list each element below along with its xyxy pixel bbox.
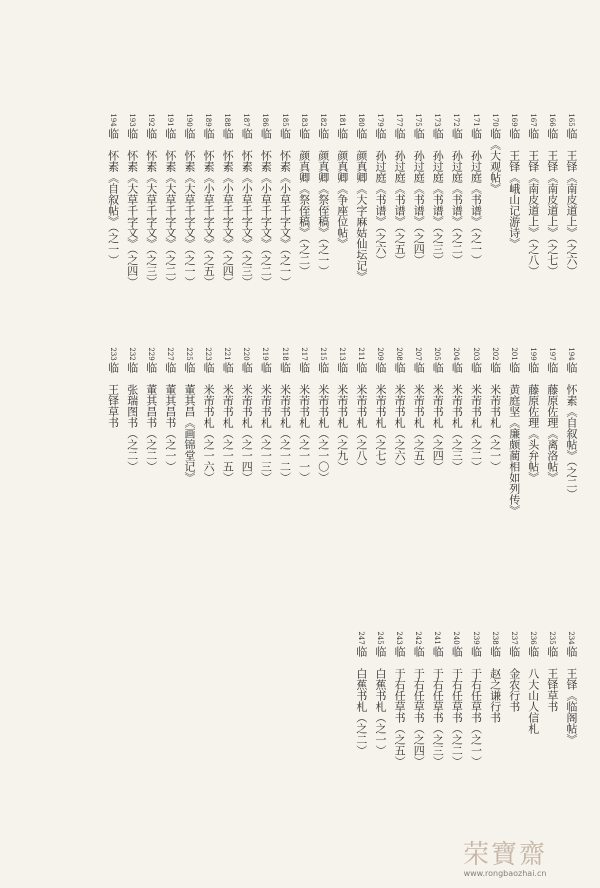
page-number: 213 (337, 347, 346, 361)
page-number: 197 (547, 347, 556, 361)
toc-entry (334, 113, 350, 249)
toc-entry (143, 347, 159, 472)
toc-entry (410, 631, 426, 767)
toc-entry (563, 631, 579, 745)
toc-entry (238, 113, 254, 288)
entry-title: 临 孙过庭《书谱》（之四） (412, 128, 426, 266)
page-number: 190 (185, 113, 193, 127)
toc-section-3 (0, 631, 600, 814)
entry-title: 临 王铎《峨山记游诗》 (507, 128, 521, 249)
page-number: 234 (567, 631, 575, 645)
page-number: 173 (433, 113, 442, 127)
page-number: 201 (509, 347, 518, 361)
page-number: 241 (433, 631, 442, 645)
toc-entry (391, 631, 407, 767)
entry-title: 临 米芾书札（之一） (488, 362, 502, 472)
page-number: 215 (318, 347, 327, 361)
page-number: 219 (261, 347, 270, 361)
page-number: 177 (395, 113, 404, 127)
page-number: 238 (490, 631, 499, 645)
entry-title: 临 颜真卿《争座位帖》 (335, 128, 349, 249)
entry-title: 临 藤原佐理《头弁帖》 (526, 362, 540, 483)
page-number: 199 (528, 347, 537, 361)
page-number: 185 (280, 113, 289, 127)
toc-entry (448, 631, 464, 767)
toc-entry (372, 113, 388, 266)
entry-title: 临 怀素《自叙帖》（之二） (565, 362, 578, 500)
entry-title: 临 米芾书札（之三） (450, 362, 464, 472)
page-number: 194 (567, 347, 575, 361)
page-number: 242 (414, 631, 423, 645)
page-number: 192 (146, 113, 155, 127)
entry-title: 临 怀素《大草千字文》（之一） (183, 128, 196, 288)
page-number: 182 (318, 113, 327, 127)
entry-title: 临 颜真卿《祭侄稿》（之一） (316, 128, 330, 277)
toc-entry (563, 113, 579, 277)
page-number: 165 (567, 113, 575, 127)
toc-entry (544, 631, 560, 712)
toc-entry (525, 631, 541, 734)
page-number: 235 (547, 631, 556, 645)
page-number: 227 (165, 347, 174, 361)
page-number: 179 (376, 113, 384, 127)
entry-title: 临 王铎草书 (106, 362, 120, 428)
page-number: 245 (376, 631, 384, 645)
page-number: 218 (280, 347, 289, 361)
watermark-logo: 荣寶齋 (462, 840, 547, 870)
entry-title: 临 米芾书札（之五） (412, 362, 426, 472)
entry-title: 临 米芾书札（之二） (469, 362, 483, 472)
entry-title: 临 怀素《大草千字文》（之三） (144, 128, 158, 288)
entry-title: 临 米芾书札（之四） (431, 362, 445, 472)
entry-title: 临 怀素《自叙帖》（之一） (106, 128, 120, 266)
toc-entry (124, 347, 140, 472)
entry-title: 临 米芾书札（之一六） (202, 362, 216, 483)
entry-title: 临 金农行书 (507, 646, 521, 712)
toc-entry (334, 347, 350, 472)
toc-entry (410, 347, 426, 472)
entry-title: 临 于右任草书（之四） (412, 646, 426, 767)
toc-entry (372, 347, 388, 472)
entry-title: 临 怀素《小草千字文》（之二） (259, 128, 273, 288)
entry-title: 临 赵之谦行书 (488, 646, 502, 723)
toc-entry (257, 347, 273, 483)
page-number: 221 (223, 347, 232, 361)
toc-entry (468, 631, 484, 767)
toc-entry (296, 347, 312, 483)
toc-entry (563, 347, 579, 500)
toc-entry (315, 347, 331, 483)
toc-entry (105, 113, 121, 266)
toc-entry (544, 113, 560, 277)
toc-entry (410, 113, 426, 266)
entry-title: 临 怀素《小草千字文》（之四） (221, 128, 235, 288)
entry-title: 临 八大山人信札 (526, 646, 540, 734)
entry-title: 临 米芾书札（之一二） (278, 362, 292, 483)
page-number: 233 (108, 347, 117, 361)
entry-title: 临 颜真卿《祭侄稿》（之二） (297, 128, 311, 277)
toc-entry (544, 347, 560, 483)
entry-title: 临 王铎草书 (545, 646, 559, 712)
toc-entry (429, 631, 445, 767)
toc-entry (429, 113, 445, 266)
page-number: 170 (490, 113, 499, 127)
entry-title: 临 米芾书札（之六） (393, 362, 407, 472)
page-number: 223 (204, 347, 213, 361)
entry-title: 临《大观帖》 (488, 128, 502, 194)
entry-title: 临 董其昌《画锦堂记》 (183, 362, 196, 483)
page-number: 193 (127, 113, 136, 127)
publisher-watermark (430, 834, 580, 878)
entry-title: 临 怀素《小草千字文》（之三） (240, 128, 254, 288)
entry-title: 临 米芾书札（之一五） (221, 362, 235, 483)
page-number: 169 (509, 113, 518, 127)
toc-entry (315, 113, 331, 277)
toc-section-1 (0, 113, 600, 326)
entry-title: 临 怀素《大草千字文》（之四） (125, 128, 139, 288)
toc-entry (448, 113, 464, 266)
page-number: 203 (471, 347, 480, 361)
entry-title: 临 张瑞图书（之二） (125, 362, 139, 472)
entry-title: 临 董其昌书（之二） (144, 362, 158, 472)
toc-entry (277, 113, 293, 288)
toc-entry (257, 113, 273, 288)
entry-title: 临 白蕉书札（之二） (354, 646, 368, 756)
page-number: 183 (299, 113, 308, 127)
toc-entry (391, 347, 407, 472)
page-number: 225 (185, 347, 193, 361)
page-number: 208 (395, 347, 404, 361)
page-number: 189 (204, 113, 213, 127)
watermark-url: www.rongbaozhai.cn (463, 869, 547, 878)
entry-title: 临 孙过庭《书谱》（之五） (393, 128, 407, 266)
toc-entry (506, 631, 522, 712)
toc-entry (296, 113, 312, 277)
toc-entry (162, 347, 178, 472)
toc-entry (200, 347, 216, 483)
toc-entry (277, 347, 293, 483)
entry-title: 临 米芾书札（之一三） (259, 362, 273, 483)
entry-title: 临 怀素《小草千字文》（之一） (278, 128, 292, 288)
entry-title: 临 王铎《南皮道上》（之六） (565, 128, 578, 277)
entry-title: 临 王铎《临阁帖》 (565, 646, 578, 745)
toc-entry (181, 113, 197, 288)
page-number: 172 (452, 113, 461, 127)
page-number: 194 (108, 113, 117, 127)
entry-title: 临 怀素《大草千字文》（之二） (163, 128, 177, 288)
entry-title: 临 颜真卿《大字麻姑仙坛记》 (354, 128, 368, 282)
entry-title: 临 王铎《南皮道上》（之七） (545, 128, 559, 277)
page-number: 220 (242, 347, 251, 361)
entry-title: 临 于右任草书（之一） (469, 646, 483, 767)
toc-entry (238, 347, 254, 483)
toc-entry (429, 347, 445, 472)
toc-section-2 (0, 347, 600, 600)
toc-entry (506, 347, 522, 516)
entry-title: 临 孙过庭《书谱》（之一） (469, 128, 483, 266)
page-number: 240 (452, 631, 461, 645)
toc-entry (487, 113, 503, 194)
toc-entry (219, 347, 235, 483)
page-number: 187 (242, 113, 251, 127)
toc-entry (468, 113, 484, 266)
page-number: 232 (127, 347, 136, 361)
page-number: 247 (356, 631, 365, 645)
entry-title: 临 米芾书札（之九） (335, 362, 349, 472)
page-number: 175 (414, 113, 423, 127)
toc-entry (391, 113, 407, 266)
toc-entry (143, 113, 159, 288)
toc-entry (448, 347, 464, 472)
page-number: 209 (376, 347, 384, 361)
page-number: 237 (509, 631, 518, 645)
page-number: 171 (471, 113, 480, 127)
page-number: 202 (490, 347, 499, 361)
entry-title: 临 米芾书札（之七） (374, 362, 387, 472)
entry-title: 临 米芾书札（之一四） (240, 362, 254, 483)
toc-entry (105, 347, 121, 428)
toc-entry (124, 113, 140, 288)
page-number: 211 (356, 347, 365, 361)
page-number: 186 (261, 113, 270, 127)
page-number: 188 (223, 113, 232, 127)
entry-title: 临 黄庭坚《廉颇蔺相如列传》 (507, 362, 521, 516)
toc-entry (162, 113, 178, 288)
toc-entry (525, 347, 541, 483)
page-number: 166 (547, 113, 556, 127)
page-number: 207 (414, 347, 423, 361)
page-number: 236 (528, 631, 537, 645)
toc-entry (468, 347, 484, 472)
toc-entry (353, 631, 369, 756)
entry-title: 临 孙过庭《书谱》（之三） (431, 128, 445, 266)
toc-entry (219, 113, 235, 288)
entry-title: 临 米芾书札（之八） (354, 362, 368, 472)
page-number: 205 (433, 347, 442, 361)
entry-title: 临 孙过庭《书谱》（之六） (374, 128, 387, 266)
page-number: 217 (299, 347, 308, 361)
entry-title: 临 白蕉书札（之一） (374, 646, 387, 756)
toc-entry (506, 113, 522, 249)
page-number: 239 (471, 631, 480, 645)
toc-entry (487, 631, 503, 723)
page-number: 229 (146, 347, 155, 361)
page-number: 167 (528, 113, 537, 127)
page-number: 181 (337, 113, 346, 127)
toc-entry (372, 631, 388, 756)
entry-title: 临 米芾书札（之一〇） (316, 362, 330, 483)
page-number: 243 (395, 631, 404, 645)
entry-title: 临 于右任草书（之三） (431, 646, 445, 767)
entry-title: 临 于右任草书（之二） (450, 646, 464, 767)
entry-title: 临 怀素《小草千字文》（之五） (202, 128, 216, 288)
entry-title: 临 董其昌书（之一） (163, 362, 177, 472)
toc-entry (200, 113, 216, 288)
entry-title: 临 孙过庭《书谱》（之二） (450, 128, 464, 266)
entry-title: 临 藤原佐理《离洛帖》 (545, 362, 559, 483)
toc-entry (353, 113, 369, 282)
page-number: 180 (356, 113, 365, 127)
toc-entry (487, 347, 503, 472)
entry-title: 临 于右任草书（之五） (393, 646, 407, 767)
toc-entry (181, 347, 197, 483)
entry-title: 临 米芾书札（之一一） (297, 362, 311, 483)
toc-entry (525, 113, 541, 277)
entry-title: 临 王铎《南皮道上》（之八） (526, 128, 540, 277)
page-number: 204 (452, 347, 461, 361)
toc-entry (353, 347, 369, 472)
page-number: 191 (165, 113, 174, 127)
